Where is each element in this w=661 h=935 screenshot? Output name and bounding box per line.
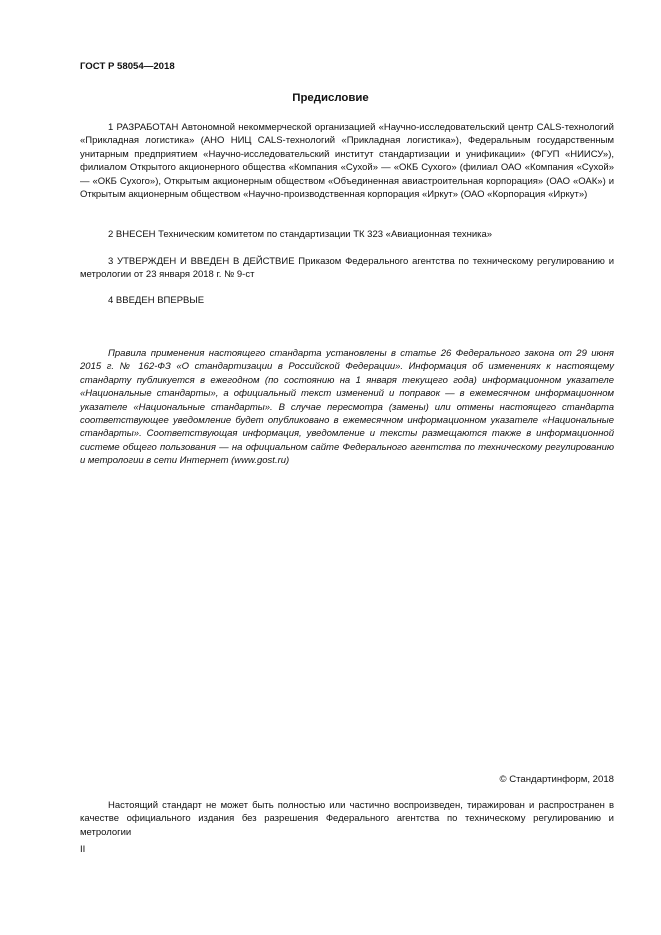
foreword-item-text: 4 ВВЕДЕН ВПЕРВЫЕ <box>108 295 205 306</box>
page-title: Предисловие <box>292 92 369 104</box>
foreword-item-4 <box>80 294 614 307</box>
copyright: © Стандартинформ, 2018 <box>499 774 614 785</box>
application-notice-text: Правила применения настоящего стандарта установлены в статье 26 Федерального закона от 29 июня 2015 г. № 162-ФЗ «О стандартизации в Российской Федерации». Информация об изменениях к настоящему стандарту публикуется в ежегодном (по состоянию на 1 января текущего года) информационном указателе «Национальные стандарты», а официальный текст изменений и поправок — в ежемесячном информационном указателе «Национальные стандарты». В случае пересмотра (замены) или отмены настоящего стандарта соответствующее уведомление будет опубликовано в ежемесячном информационном указателе «Национальные стандарты». Соответствующая информация, уведомление и тексты размещаются также в информационной системе общего пользования — на официальном сайте Федерального агентства по техническому регулированию и метрологии в сети Интернет (www.gost.ru) <box>80 348 614 467</box>
foreword-item-1 <box>80 121 614 201</box>
standard-id: ГОСТ Р 58054—2018 <box>80 61 175 72</box>
page-number: II <box>80 844 86 855</box>
foreword-item-text: 1 РАЗРАБОТАН Автономной некоммерческой организацией «Научно-исследовательский центр CALS-технологий «Прикладная логистика» (АНО НИЦ CALS-технологий «Прикладная логистика»), Федеральным государственным унитарным предприятием «Научно-исследовательский институт стандартизации и унификации» (ФГУП «НИИСУ»), филиалом Открытого акционерного общества «Компания «Сухой» — «ОКБ Сухого» (филиал ОАО «Компания «Сухой» — «ОКБ Сухого»), Открытым акционерным обществом «Объединенная авиастроительная корпорация» (ОАО «ОАК») и Открытым акционерным обществом «Научно-производственная корпорация «Иркут» (ОАО «Корпорация «Иркут») <box>80 122 614 201</box>
reproduction-note <box>80 799 614 839</box>
reproduction-note-text: Настоящий стандарт не может быть полностью или частично воспроизведен, тиражирован и распространен в качестве официального издания без разрешения Федерального агентства по техническому регулированию и метрологии <box>80 800 614 838</box>
foreword-item-2 <box>80 228 614 241</box>
application-notice <box>80 347 614 468</box>
foreword-item-3 <box>80 255 614 282</box>
foreword-item-text: 2 ВНЕСЕН Техническим комитетом по стандартизации ТК 323 «Авиационная техника» <box>108 229 493 240</box>
foreword-item-text: 3 УТВЕРЖДЕН И ВВЕДЕН В ДЕЙСТВИЕ Приказом Федерального агентства по техническому регулированию и метрологии от 23 января 2018 г. № 9-ст <box>80 256 614 281</box>
